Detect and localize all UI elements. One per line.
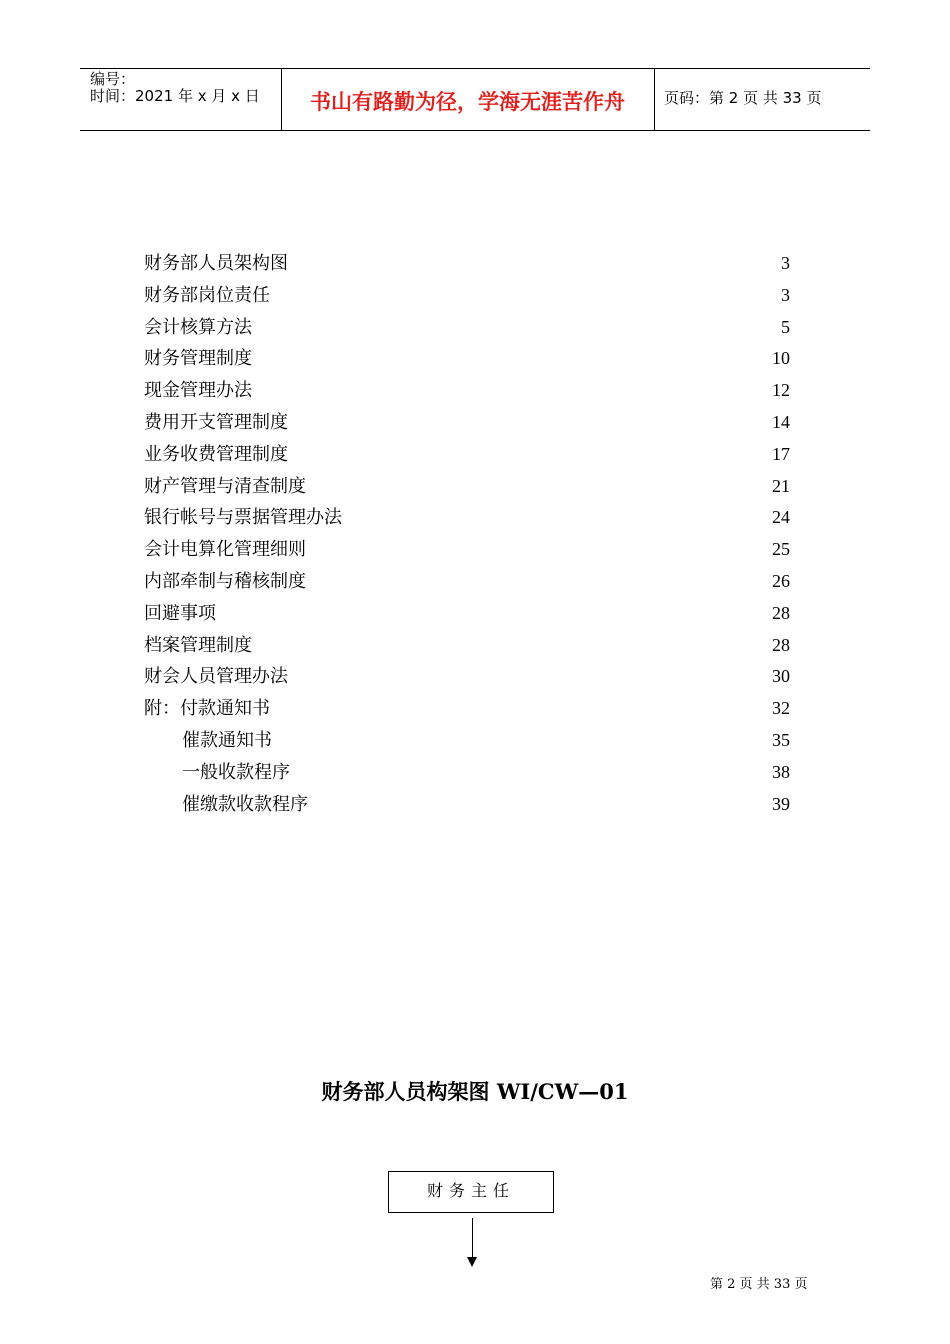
toc-entry [144,693,790,725]
toc-entry-title: 会计电算化管理细则 [144,539,306,561]
toc-entry-page: 17 [772,443,790,464]
toc-entry-title: 回避事项 [144,602,216,624]
toc-entry [144,789,790,821]
toc-entry-page: 38 [772,761,790,782]
toc-entry [144,375,790,407]
toc-entry-title: 财务部人员架构图 [144,253,288,274]
toc-entry-page: 39 [772,793,790,814]
toc-entry-title: 财务部岗位责任 [144,284,270,306]
toc-entry [144,534,790,566]
toc-entry-title: 财会人员管理办法 [144,666,288,688]
toc-entry-page: 28 [772,602,790,623]
toc-entry-title: 现金管理办法 [144,380,252,402]
toc-entry-page: 3 [781,284,790,305]
toc-entry [144,725,790,757]
table-of-contents [144,248,790,820]
toc-entry [144,630,790,662]
toc-entry-page: 28 [772,634,790,655]
header-page-label: 页码：第 2 页 共 33 页 [664,89,822,107]
toc-entry [144,566,790,598]
toc-entry-title: 档案管理制度 [144,634,252,656]
header-info-cell [80,69,282,130]
toc-entry-title: 财产管理与清查制度 [144,475,306,497]
toc-entry-title: 会计核算方法 [144,316,252,338]
toc-entry-page: 5 [781,316,790,337]
header-motto: 书山有路勤为径，学海无涯苦作舟 [310,90,625,114]
org-chart-connector [472,1218,473,1258]
section-title: 财务部人员构架图 WI/CW—01 [321,1079,629,1104]
document-number-label: 编号： [90,70,136,88]
toc-entry [144,502,790,534]
document-time-label: 时间：2021 年 x 月 x 日 [90,87,260,105]
toc-entry-page: 30 [772,666,790,687]
toc-entry [144,471,790,503]
toc-entry-title: 银行帐号与票据管理办法 [144,507,342,529]
toc-entry [144,757,790,789]
toc-entry [144,248,790,280]
toc-entry-title: 业务收费管理制度 [144,443,288,465]
toc-entry [144,312,790,344]
toc-entry-page: 3 [781,253,790,273]
toc-entry-title: 一般收款程序 [182,761,290,783]
toc-entry-title: 催缴款收款程序 [182,793,308,815]
toc-entry-title: 财务管理制度 [144,348,252,370]
toc-entry [144,343,790,375]
toc-entry-page: 24 [772,507,790,528]
toc-entry-page: 10 [772,348,790,369]
toc-entry-page: 35 [772,729,790,750]
toc-entry [144,598,790,630]
toc-entry-page: 32 [772,698,790,719]
arrow-down-icon [467,1257,477,1267]
toc-entry-page: 14 [772,411,790,432]
toc-entry-title: 催款通知书 [182,729,272,751]
page-footer: 第 2 页 共 33 页 [710,1277,808,1292]
header-page-cell [655,69,870,130]
toc-entry [144,439,790,471]
org-chart-box-director [388,1171,554,1213]
toc-entry-title: 附：付款通知书 [144,698,270,720]
toc-entry-page: 25 [772,539,790,560]
org-chart-box-label: 财务主任 [426,1181,515,1200]
toc-entry-page: 21 [772,475,790,496]
header-motto-cell [281,69,655,130]
toc-entry-page: 12 [772,380,790,401]
toc-entry [144,280,790,312]
page-header [80,68,870,131]
toc-entry [144,407,790,439]
toc-entry [144,661,790,693]
toc-entry-page: 26 [772,570,790,591]
toc-entry-title: 费用开支管理制度 [144,411,288,433]
toc-entry-title: 内部牵制与稽核制度 [144,570,306,592]
